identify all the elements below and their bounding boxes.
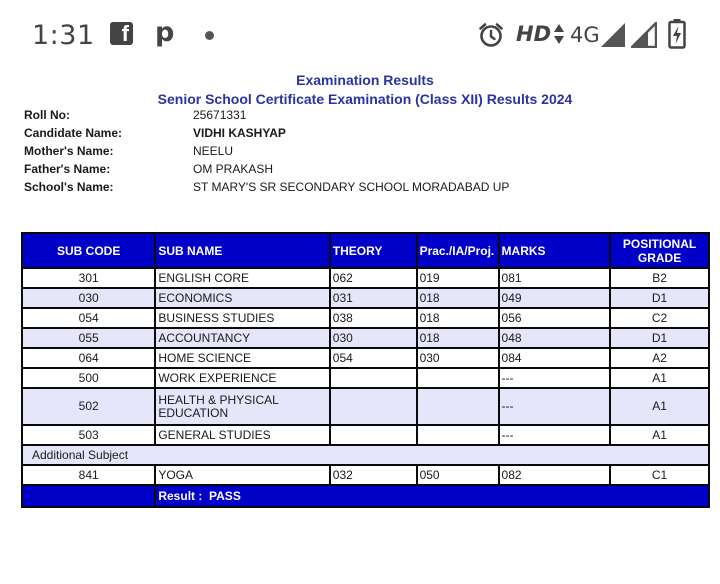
theory-cell: 038 (330, 308, 417, 328)
theory-cell: 030 (330, 328, 417, 348)
marks-cell: 081 (499, 268, 611, 288)
roll-no-value: 25671331 (193, 108, 247, 122)
grade-cell: B2 (610, 268, 709, 288)
prac-cell: 030 (417, 348, 499, 368)
sub-code-cell: 054 (22, 308, 155, 328)
theory-cell: 062 (330, 268, 417, 288)
grade-cell: A2 (610, 348, 709, 368)
candidate-name-label: Candidate Name: (24, 126, 123, 140)
sub-name-cell: ACCOUNTANCY (155, 328, 329, 348)
marks-cell: --- (499, 368, 611, 388)
grade-cell: C1 (610, 465, 709, 485)
table-row (22, 308, 709, 328)
sub-code-cell: 064 (22, 348, 155, 368)
candidate-name-value: VIDHI KASHYAP (193, 126, 286, 140)
alarm-icon (478, 22, 504, 48)
result-label: Result : (158, 489, 203, 503)
status-bar (0, 0, 720, 72)
marks-cell: 048 (499, 328, 611, 348)
result-cell (155, 485, 709, 507)
data-arrows-icon (553, 23, 565, 45)
mother-name-label: Mother's Name: (24, 144, 114, 158)
sub-name-cell: YOGA (155, 465, 329, 485)
mother-name-value: NEELU (193, 144, 234, 158)
table-row (22, 268, 709, 288)
table-row (22, 465, 709, 485)
prac-cell: 018 (417, 288, 499, 308)
sub-code-cell: 502 (22, 388, 155, 425)
marks-cell: 082 (499, 465, 611, 485)
marks-cell: 056 (499, 308, 611, 328)
header-prac: Prac./IA/Proj. (417, 233, 499, 268)
grade-cell: A1 (610, 368, 709, 388)
marks-cell: 084 (499, 348, 611, 368)
sub-code-cell: 841 (22, 465, 155, 485)
grade-cell: A1 (610, 388, 709, 425)
sub-code-cell: 055 (22, 328, 155, 348)
prac-cell: 018 (417, 328, 499, 348)
marks-cell: --- (499, 388, 611, 425)
sub-code-cell: 030 (22, 288, 155, 308)
table-row (22, 388, 709, 425)
sub-name-cell: BUSINESS STUDIES (155, 308, 329, 328)
signal-icon (631, 22, 657, 48)
prac-cell (417, 368, 499, 388)
theory-cell (330, 388, 417, 425)
table-row (22, 288, 709, 308)
sub-name-cell: ECONOMICS (155, 288, 329, 308)
father-name-label: Father's Name: (24, 162, 111, 176)
result-row (22, 485, 709, 507)
header-marks: MARKS (499, 233, 611, 268)
theory-cell: 032 (330, 465, 417, 485)
theory-cell (330, 425, 417, 445)
result-value: PASS (209, 489, 241, 503)
header-sub-name: SUB NAME (155, 233, 329, 268)
header-sub-code: SUB CODE (22, 233, 155, 268)
hd-label: HD (516, 22, 552, 46)
signal-icon (600, 22, 626, 48)
theory-cell (330, 368, 417, 388)
page-subtitle: Senior School Certificate Examination (Class XII) Results 2024 (157, 91, 573, 107)
network-type-label: 4G (570, 23, 600, 47)
page-title: Examination Results (296, 72, 434, 88)
marks-cell: --- (499, 425, 611, 445)
results-table (21, 232, 710, 508)
grade-cell: D1 (610, 288, 709, 308)
roll-no-label: Roll No: (24, 108, 70, 122)
facebook-icon: f (110, 22, 133, 45)
grade-cell: D1 (610, 328, 709, 348)
result-spacer-cell (22, 485, 155, 507)
sub-name-cell: GENERAL STUDIES (155, 425, 329, 445)
sub-code-cell: 500 (22, 368, 155, 388)
status-clock: 1:31 (32, 20, 95, 51)
pinterest-icon: p (155, 17, 175, 48)
sub-name-cell: ENGLISH CORE (155, 268, 329, 288)
table-row (22, 368, 709, 388)
grade-cell: A1 (610, 425, 709, 445)
sub-code-cell: 503 (22, 425, 155, 445)
marks-cell: 049 (499, 288, 611, 308)
prac-cell: 019 (417, 268, 499, 288)
additional-subject-row (22, 445, 709, 465)
sub-code-cell: 301 (22, 268, 155, 288)
father-name-value: OM PRAKASH (193, 162, 274, 176)
header-grade: POSITIONAL GRADE (610, 233, 709, 268)
school-name-label: School's Name: (24, 180, 114, 194)
battery-charging-icon (668, 19, 686, 49)
prac-cell: 018 (417, 308, 499, 328)
table-row (22, 425, 709, 445)
header-theory: THEORY (330, 233, 417, 268)
additional-subject-label: Additional Subject (22, 445, 709, 465)
table-row (22, 328, 709, 348)
prac-cell (417, 425, 499, 445)
sub-name-cell: WORK EXPERIENCE (155, 368, 329, 388)
grade-cell: C2 (610, 308, 709, 328)
sub-name-cell: HOME SCIENCE (155, 348, 329, 368)
table-row (22, 348, 709, 368)
table-header-row (22, 233, 709, 268)
prac-cell (417, 388, 499, 425)
theory-cell: 031 (330, 288, 417, 308)
school-name-value: ST MARY'S SR SECONDARY SCHOOL MORADABAD UP (193, 180, 510, 194)
theory-cell: 054 (330, 348, 417, 368)
results-header (0, 71, 720, 109)
sub-name-cell: HEALTH & PHYSICAL EDUCATION (155, 388, 329, 425)
notification-dot-icon (205, 31, 214, 40)
prac-cell: 050 (417, 465, 499, 485)
